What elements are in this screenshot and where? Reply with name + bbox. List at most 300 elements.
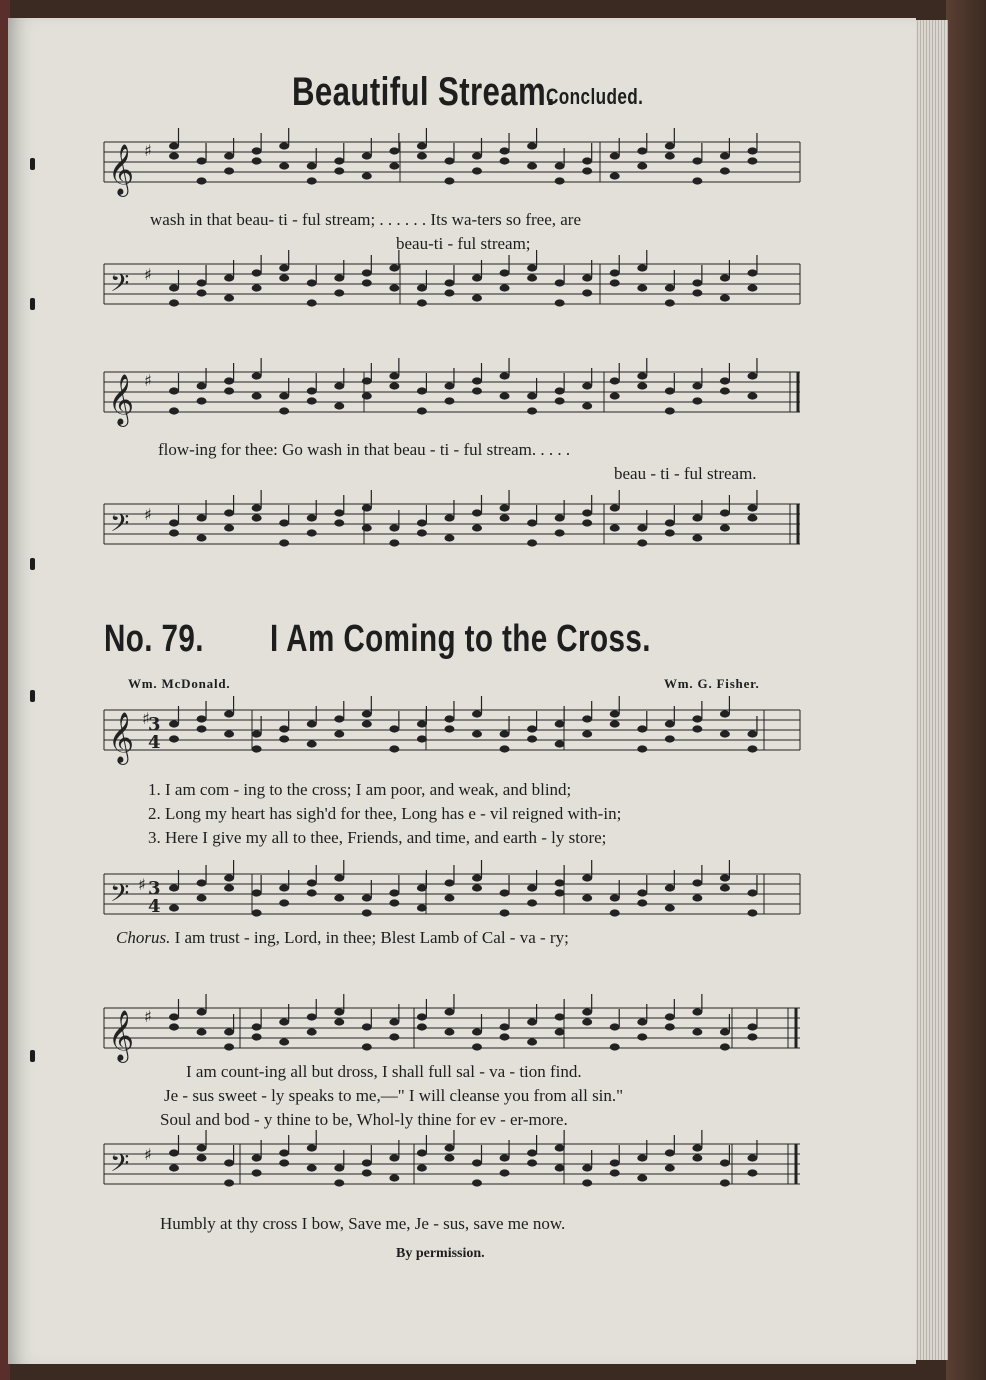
note-head — [197, 382, 207, 389]
note-head — [252, 889, 262, 896]
note-head — [417, 299, 427, 306]
note-head — [720, 152, 730, 159]
note-head — [307, 299, 317, 306]
note-head — [444, 397, 454, 404]
note-head — [500, 730, 510, 737]
note-head — [527, 264, 537, 271]
note-head — [307, 1164, 317, 1171]
note-head — [444, 1028, 454, 1035]
note-head — [169, 152, 179, 159]
note-head — [389, 162, 399, 169]
treble-staff — [104, 368, 804, 424]
note-head — [720, 167, 730, 174]
note-head — [500, 1023, 510, 1030]
note-head — [472, 152, 482, 159]
note-head — [610, 1159, 620, 1166]
svg-text:♯: ♯ — [138, 875, 146, 894]
lyric-line-echo: beau-ti - ful stream; — [396, 234, 531, 253]
binding-stitch — [30, 558, 35, 570]
chorus-label: Chorus. — [116, 928, 171, 947]
note-head — [444, 157, 454, 164]
note-head — [224, 509, 234, 516]
note-head — [307, 529, 317, 536]
note-head — [527, 274, 537, 281]
note-head — [720, 1043, 730, 1050]
note-head — [637, 162, 647, 169]
note-head — [610, 504, 620, 511]
binding-stitch — [30, 1050, 35, 1062]
note-head — [334, 715, 344, 722]
note-head — [389, 725, 399, 732]
svg-text:♯: ♯ — [144, 1007, 152, 1026]
note-head — [307, 387, 317, 394]
note-head — [555, 720, 565, 727]
note-head — [307, 1028, 317, 1035]
note-head — [169, 142, 179, 149]
note-head — [582, 1164, 592, 1171]
note-head — [444, 279, 454, 286]
note-head — [555, 1144, 565, 1151]
note-head — [747, 730, 757, 737]
note-head — [500, 909, 510, 916]
note-head — [334, 730, 344, 737]
note-head — [472, 377, 482, 384]
note-head — [252, 284, 262, 291]
note-head — [527, 392, 537, 399]
note-head — [197, 514, 207, 521]
note-head — [444, 725, 454, 732]
note-head — [555, 299, 565, 306]
note-head — [389, 524, 399, 531]
note-head — [334, 1164, 344, 1171]
hymn-composer: Wm. G. Fisher. — [664, 676, 760, 691]
note-head — [637, 745, 647, 752]
note-head — [665, 519, 675, 526]
note-head — [417, 720, 427, 727]
note-head — [444, 879, 454, 886]
note-head — [747, 1154, 757, 1161]
note-head — [692, 279, 702, 286]
note-head — [362, 392, 372, 399]
note-head — [527, 519, 537, 526]
note-head — [747, 1169, 757, 1176]
note-head — [500, 514, 510, 521]
svg-text:𝄞: 𝄞 — [108, 374, 135, 425]
note-head — [582, 519, 592, 526]
svg-text:4: 4 — [148, 896, 161, 917]
svg-text:3: 3 — [148, 878, 161, 899]
svg-text:♯: ♯ — [142, 709, 150, 728]
note-head — [197, 534, 207, 541]
note-head — [637, 1174, 647, 1181]
note-head — [417, 735, 427, 742]
note-head — [692, 289, 702, 296]
note-head — [389, 284, 399, 291]
note-head — [637, 284, 647, 291]
note-head — [224, 1028, 234, 1035]
note-head — [637, 147, 647, 154]
note-head — [362, 172, 372, 179]
note-head — [472, 874, 482, 881]
note-head — [279, 884, 289, 891]
svg-text:𝄢: 𝄢 — [110, 269, 130, 304]
verse-line: 2. Long my heart has sigh'd for thee, Long has e - vil reigned with-in; — [148, 804, 622, 823]
note-head — [279, 1038, 289, 1045]
note-head — [555, 1164, 565, 1171]
note-head — [197, 1008, 207, 1015]
svg-text:3: 3 — [148, 714, 161, 735]
note-head — [720, 274, 730, 281]
note-head — [582, 1008, 592, 1015]
note-head — [665, 1013, 675, 1020]
note-head — [582, 509, 592, 516]
note-head — [279, 539, 289, 546]
note-head — [747, 889, 757, 896]
note-head — [307, 1013, 317, 1020]
note-head — [417, 284, 427, 291]
note-head — [665, 1149, 675, 1156]
note-head — [252, 504, 262, 511]
hymn-title: Beautiful Stream. — [292, 70, 556, 114]
svg-text:𝄞: 𝄞 — [108, 1010, 135, 1061]
note-head — [720, 1028, 730, 1035]
note-head — [692, 397, 702, 404]
note-head — [224, 730, 234, 737]
svg-text:♯: ♯ — [144, 1145, 152, 1164]
note-head — [224, 884, 234, 891]
note-head — [747, 745, 757, 752]
note-head — [527, 884, 537, 891]
note-head — [527, 142, 537, 149]
note-head — [692, 382, 702, 389]
note-head — [500, 504, 510, 511]
treble-staff — [104, 138, 804, 194]
note-head — [472, 1028, 482, 1035]
note-head — [307, 279, 317, 286]
note-head — [472, 1159, 482, 1166]
note-head — [224, 152, 234, 159]
note-head — [500, 269, 510, 276]
chorus-line — [116, 928, 569, 948]
note-head — [582, 382, 592, 389]
note-head — [637, 539, 647, 546]
note-head — [307, 1144, 317, 1151]
note-head — [527, 539, 537, 546]
note-head — [279, 162, 289, 169]
note-head — [500, 889, 510, 896]
note-head — [472, 524, 482, 531]
note-head — [197, 1028, 207, 1035]
note-head — [472, 730, 482, 737]
note-head — [417, 387, 427, 394]
note-head — [224, 874, 234, 881]
note-head — [169, 720, 179, 727]
note-head — [197, 279, 207, 286]
note-head — [665, 1164, 675, 1171]
verse-line: 1. I am com - ing to the cross; I am poor, and weak, and blind; — [148, 780, 572, 799]
note-head — [692, 1144, 702, 1151]
lyric-line: wash in that beau- ti - ful stream; . . . . . . Its wa-ters so free, are — [150, 210, 581, 229]
note-head — [279, 142, 289, 149]
verse-line: Je - sus sweet - ly speaks to me,—" I will cleanse you from all sin." — [164, 1086, 624, 1105]
note-head — [747, 147, 757, 154]
note-head — [500, 157, 510, 164]
note-head — [307, 889, 317, 896]
svg-text:4: 4 — [148, 732, 161, 753]
note-head — [252, 392, 262, 399]
note-head — [527, 899, 537, 906]
permission-note: By permission. — [396, 1246, 485, 1261]
note-head — [279, 1018, 289, 1025]
note-head — [500, 392, 510, 399]
note-head — [610, 1023, 620, 1030]
note-head — [665, 299, 675, 306]
note-head — [334, 1018, 344, 1025]
note-head — [362, 710, 372, 717]
note-head — [500, 1169, 510, 1176]
note-head — [417, 1023, 427, 1030]
note-head — [472, 387, 482, 394]
note-head — [527, 1038, 537, 1045]
note-head — [169, 529, 179, 536]
note-head — [444, 534, 454, 541]
note-head — [252, 1154, 262, 1161]
note-head — [637, 899, 647, 906]
note-head — [417, 519, 427, 526]
note-head — [334, 274, 344, 281]
note-head — [224, 1043, 234, 1050]
note-head — [610, 377, 620, 384]
note-head — [582, 1179, 592, 1186]
note-head — [362, 269, 372, 276]
note-head — [665, 407, 675, 414]
note-head — [362, 1043, 372, 1050]
binding-stitch — [30, 158, 35, 170]
note-head — [197, 289, 207, 296]
note-head — [692, 514, 702, 521]
note-head — [389, 889, 399, 896]
note-head — [747, 157, 757, 164]
hymn-number: No. 79. — [104, 618, 204, 660]
note-head — [252, 909, 262, 916]
note-head — [472, 884, 482, 891]
note-head — [197, 894, 207, 901]
note-head — [279, 1149, 289, 1156]
note-head — [197, 157, 207, 164]
note-head — [334, 167, 344, 174]
note-head — [224, 1159, 234, 1166]
note-head — [472, 294, 482, 301]
chorus-lyrics: I am trust - ing, Lord, in thee; Blest Lamb of Cal - va - ry; — [170, 928, 569, 947]
note-head — [637, 1018, 647, 1025]
note-head — [169, 284, 179, 291]
note-head — [279, 735, 289, 742]
note-head — [472, 167, 482, 174]
verse-line: I am count-ing all but dross, I shall full sal - va - tion find. — [186, 1062, 582, 1081]
note-head — [224, 167, 234, 174]
note-head — [582, 402, 592, 409]
svg-text:𝄢: 𝄢 — [110, 509, 130, 544]
note-head — [279, 407, 289, 414]
note-head — [472, 710, 482, 717]
note-head — [197, 397, 207, 404]
note-head — [279, 264, 289, 271]
note-head — [444, 177, 454, 184]
note-head — [334, 1008, 344, 1015]
note-head — [500, 372, 510, 379]
note-head — [417, 142, 427, 149]
note-head — [197, 177, 207, 184]
note-head — [555, 529, 565, 536]
note-head — [582, 167, 592, 174]
note-head — [692, 725, 702, 732]
note-head — [747, 269, 757, 276]
note-head — [610, 720, 620, 727]
note-head — [720, 874, 730, 881]
note-head — [555, 387, 565, 394]
note-head — [582, 730, 592, 737]
note-head — [747, 1023, 757, 1030]
note-head — [665, 529, 675, 536]
note-head — [444, 382, 454, 389]
note-head — [169, 1013, 179, 1020]
note-head — [555, 740, 565, 747]
note-head — [610, 1043, 620, 1050]
note-head — [389, 899, 399, 906]
binding-stitch — [30, 690, 35, 702]
note-head — [472, 1043, 482, 1050]
note-head — [555, 397, 565, 404]
note-head — [224, 387, 234, 394]
note-head — [637, 372, 647, 379]
note-head — [500, 745, 510, 752]
note-head — [610, 894, 620, 901]
hymn-subtitle: Concluded. — [546, 84, 644, 109]
note-head — [610, 909, 620, 916]
note-head — [362, 279, 372, 286]
note-head — [527, 735, 537, 742]
lyric-line: flow-ing for thee: Go wash in that beau - ti - ful stream. . . . . — [158, 440, 571, 459]
note-head — [472, 274, 482, 281]
note-head — [665, 720, 675, 727]
note-head — [279, 392, 289, 399]
note-head — [169, 884, 179, 891]
treble-staff — [104, 706, 804, 762]
note-head — [307, 177, 317, 184]
note-head — [279, 899, 289, 906]
note-head — [692, 1154, 702, 1161]
note-head — [720, 730, 730, 737]
note-head — [555, 879, 565, 886]
note-head — [389, 745, 399, 752]
note-head — [334, 402, 344, 409]
note-head — [720, 1179, 730, 1186]
note-head — [527, 1159, 537, 1166]
binding-stitch — [30, 298, 35, 310]
note-head — [252, 1169, 262, 1176]
note-head — [472, 1179, 482, 1186]
note-head — [444, 1144, 454, 1151]
note-head — [389, 382, 399, 389]
note-head — [417, 1149, 427, 1156]
note-head — [417, 884, 427, 891]
note-head — [555, 162, 565, 169]
note-head — [582, 874, 592, 881]
note-head — [610, 279, 620, 286]
note-head — [389, 147, 399, 154]
note-head — [334, 289, 344, 296]
note-head — [720, 1159, 730, 1166]
page-edges — [912, 20, 948, 1360]
note-head — [555, 177, 565, 184]
note-head — [334, 1179, 344, 1186]
note-head — [444, 715, 454, 722]
note-head — [389, 1033, 399, 1040]
svg-text:♯: ♯ — [144, 505, 152, 524]
svg-text:𝄢: 𝄢 — [110, 1149, 130, 1184]
note-head — [389, 1018, 399, 1025]
note-head — [252, 514, 262, 521]
svg-text:♯: ♯ — [144, 141, 152, 160]
note-head — [417, 904, 427, 911]
chorus-line: Humbly at thy cross I bow, Save me, Je - sus, save me now. — [160, 1214, 566, 1233]
note-head — [637, 889, 647, 896]
note-head — [252, 745, 262, 752]
hymn-author: Wm. McDonald. — [128, 676, 231, 691]
book-cover-edge — [946, 0, 986, 1380]
note-head — [527, 1018, 537, 1025]
note-head — [637, 1033, 647, 1040]
note-head — [720, 884, 730, 891]
note-head — [334, 509, 344, 516]
note-head — [307, 397, 317, 404]
note-head — [362, 720, 372, 727]
note-head — [582, 894, 592, 901]
note-head — [555, 514, 565, 521]
note-head — [610, 172, 620, 179]
note-head — [527, 1149, 537, 1156]
note-head — [582, 157, 592, 164]
note-head — [224, 710, 234, 717]
note-head — [692, 715, 702, 722]
svg-text:♯: ♯ — [144, 371, 152, 390]
note-head — [334, 382, 344, 389]
note-head — [444, 1154, 454, 1161]
note-head — [417, 1164, 427, 1171]
note-head — [252, 157, 262, 164]
note-head — [169, 1023, 179, 1030]
note-head — [362, 894, 372, 901]
note-head — [500, 1033, 510, 1040]
note-head — [500, 1154, 510, 1161]
note-head — [362, 504, 372, 511]
note-head — [692, 157, 702, 164]
note-head — [169, 299, 179, 306]
note-head — [362, 524, 372, 531]
note-head — [224, 274, 234, 281]
note-head — [555, 1028, 565, 1035]
note-head — [169, 904, 179, 911]
note-head — [307, 720, 317, 727]
note-head — [692, 879, 702, 886]
note-head — [444, 894, 454, 901]
note-head — [362, 152, 372, 159]
verse-line: 3. Here I give my all to thee, Friends, and time, and earth - ly store; — [148, 828, 607, 847]
bass-staff — [104, 870, 804, 926]
note-head — [692, 1008, 702, 1015]
note-head — [444, 289, 454, 296]
note-head — [720, 377, 730, 384]
